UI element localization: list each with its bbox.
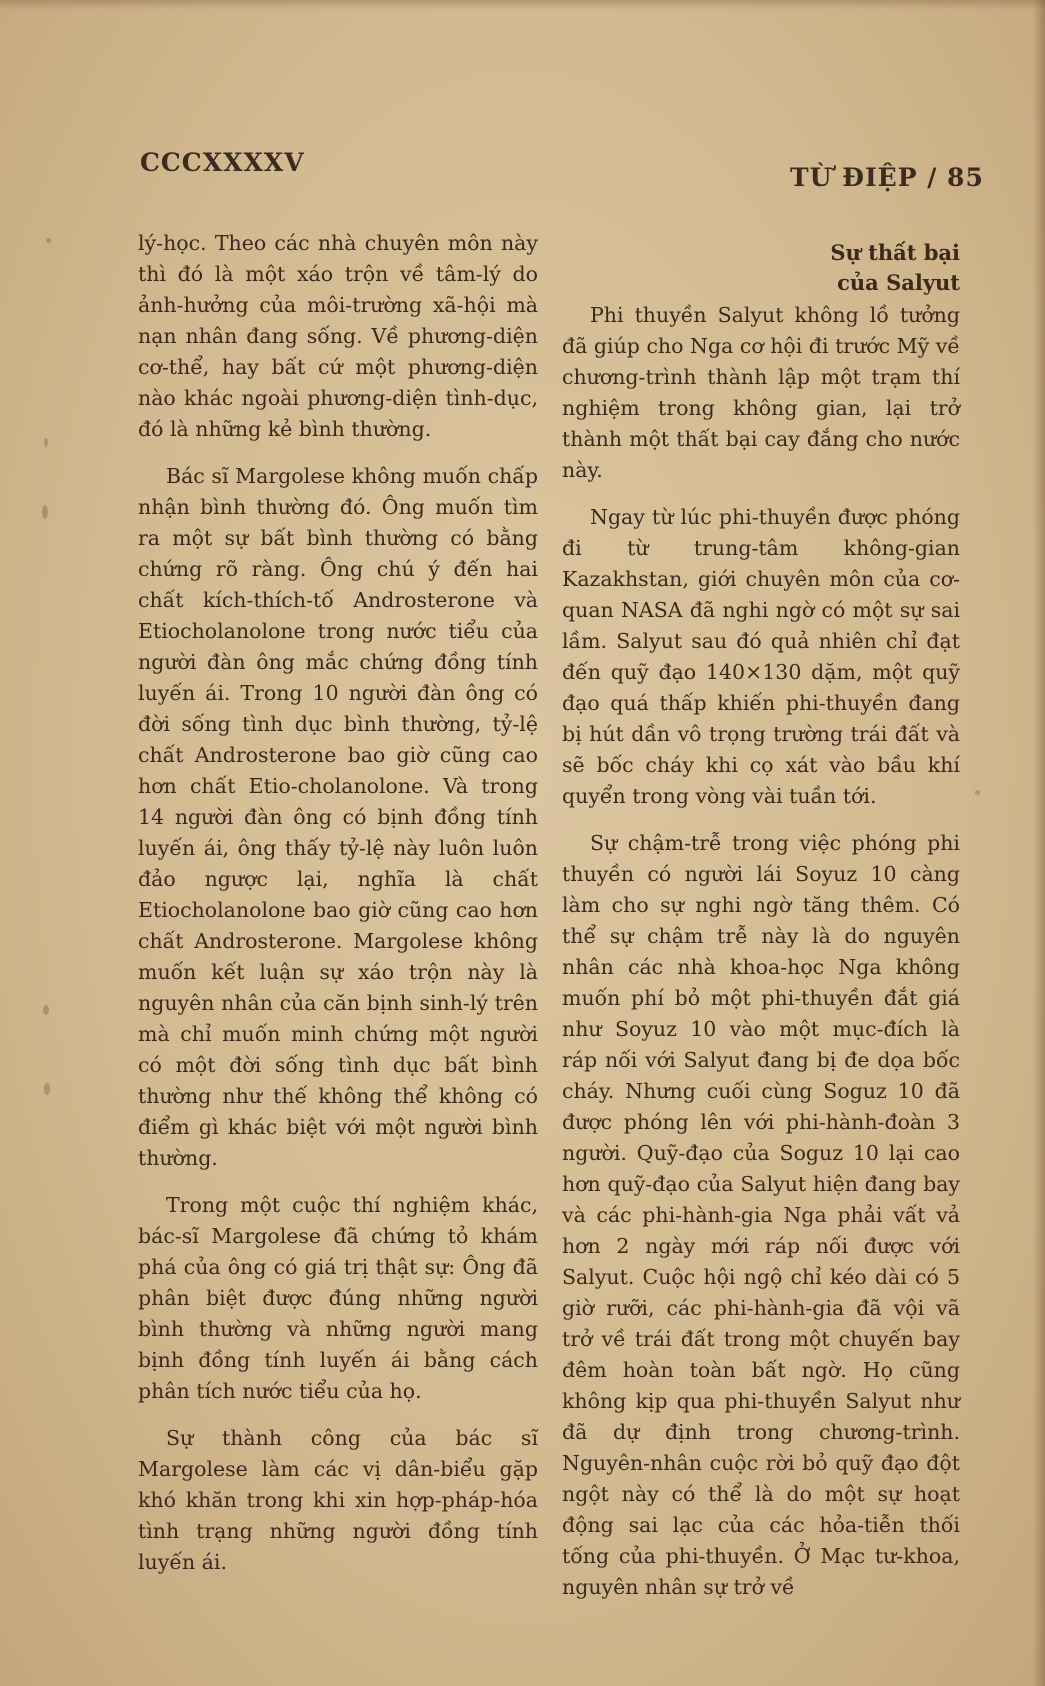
paper-spot (42, 505, 48, 519)
page-roman-numeral: CCCXXXXV (140, 148, 305, 177)
paragraph: Bác sĩ Margolese không muốn chấp nhận bình thường đó. Ông muốn tìm ra một sự bất bình thường có bằng chứng rõ ràng. Ông chú ý đến hai chất kích-thích-tố Androsterone và Etiocholanolone trong nước tiểu của người đàn ông mắc chứng đồng tính luyến ái. Trong 10 người đàn ông có đời sống tình dục bình thường, tỷ-lệ chất Androsterone bao giờ cũng cao hơn chất Etio-cholanolone. Và trong 14 người đàn ông có bịnh đồng tính luyến ái, ông thấy tỷ-lệ này luôn luôn đảo ngược lại, nghĩa là chất Etiocholanolone bao giờ cũng cao hơn chất Androsterone. Margolese không muốn kết luận sự xáo trộn này là nguyên nhân của căn bịnh sinh-lý trên mà chỉ muốn minh chứng một người có một đời sống tình dục bất bình thường như thế không thể không có điểm gì khác biệt với một người bình thường. (138, 464, 538, 1170)
running-header: TỪ ĐIỆP / 85 (790, 163, 984, 192)
paragraph: Ngay từ lúc phi-thuyền được phóng đi từ trung-tâm không-gian Kazakhstan, giới chuyên môn của cơ-quan NASA đã nghi ngờ có một sự sai lầm. Salyut sau đó quả nhiên chỉ đạt đến quỹ đạo 140×130 dặm, một quỹ đạo quá thấp khiến phi-thuyền đang bị hút dần vô trọng trường trái đất và sẽ bốc cháy khi cọ xát vào bầu khí quyển trong vòng vài tuần tới. (562, 505, 960, 808)
right-column (562, 238, 960, 1619)
paragraph: Phi thuyền Salyut không lồ tưởng đã giúp cho Nga cơ hội đi trước Mỹ về chương-trình thành lập một trạm thí nghiệm trong không gian, lại trở thành một thất bại cay đắng cho nước này. (562, 303, 960, 482)
paragraph: Trong một cuộc thí nghiệm khác, bác-sĩ Margolese đã chứng tỏ khám phá của ông có giá trị thật sự: Ông đã phân biệt được đúng những người bình thường và những người mang bịnh đồng tính luyến ái bằng cách phân tích nước tiểu của họ. (138, 1193, 538, 1403)
section-title-line-1: Sự thất bại (830, 240, 960, 265)
paper-spot (44, 1083, 50, 1095)
left-column (138, 228, 538, 1594)
section-title (562, 238, 960, 298)
paper-spot (46, 238, 51, 243)
paper-spot (975, 790, 980, 795)
page-edge-right (1033, 0, 1045, 1686)
paper-spot (44, 438, 48, 447)
paragraph: Sự chậm-trễ trong việc phóng phi thuyền có người lái Soyuz 10 càng làm cho sự nghi ngờ tăng thêm. Có thể sự chậm trễ này là do nguyên nhân các nhà khoa-học Nga không muốn phí bỏ một phi-thuyền đắt giá như Soyuz 10 vào một mục-đích là ráp nối với Salyut đang bị đe dọa bốc cháy. Nhưng cuối cùng Soguz 10 đã được phóng lên với phi-hành-đoàn 3 người. Quỹ-đạo của Soguz 10 lại cao hơn quỹ-đạo của Salyut hiện đang bay và các phi-hành-gia Nga phải vất vả hơn 2 ngày mới ráp nối được với Salyut. Cuộc hội ngộ chỉ kéo dài có 5 giờ rưỡi, các phi-hành-gia đã vội vã trở về trái đất trong một chuyến bay đêm hoàn toàn bất ngờ. Họ cũng không kịp qua phi-thuyền Salyut như đã dự định trong chương-trình. Nguyên-nhân cuộc rời bỏ quỹ đạo đột ngột này có thể là do một sự hoạt động sai lạc của các hỏa-tiễn thối tống của phi-thuyền. Ở Mạc tư-khoa, nguyên nhân sự trở về (562, 831, 960, 1599)
paragraph: Sự thành công của bác sĩ Margolese làm các vị dân-biểu gặp khó khăn trong khi xin hợp-pháp-hóa tình trạng những người đồng tính luyến ái. (138, 1426, 538, 1574)
paper-spot (43, 1005, 49, 1015)
section-title-line-2: của Salyut (837, 270, 960, 295)
paragraph: lý-học. Theo các nhà chuyên môn này thì đó là một xáo trộn về tâm-lý do ảnh-hưởng của môi-trường xã-hội mà nạn nhân đang sống. Về phương-diện cơ-thể, hay bất cứ một phương-diện nào khác ngoài phương-diện tình-dục, đó là những kẻ bình thường. (138, 231, 538, 441)
page-edge-top (0, 0, 1045, 10)
